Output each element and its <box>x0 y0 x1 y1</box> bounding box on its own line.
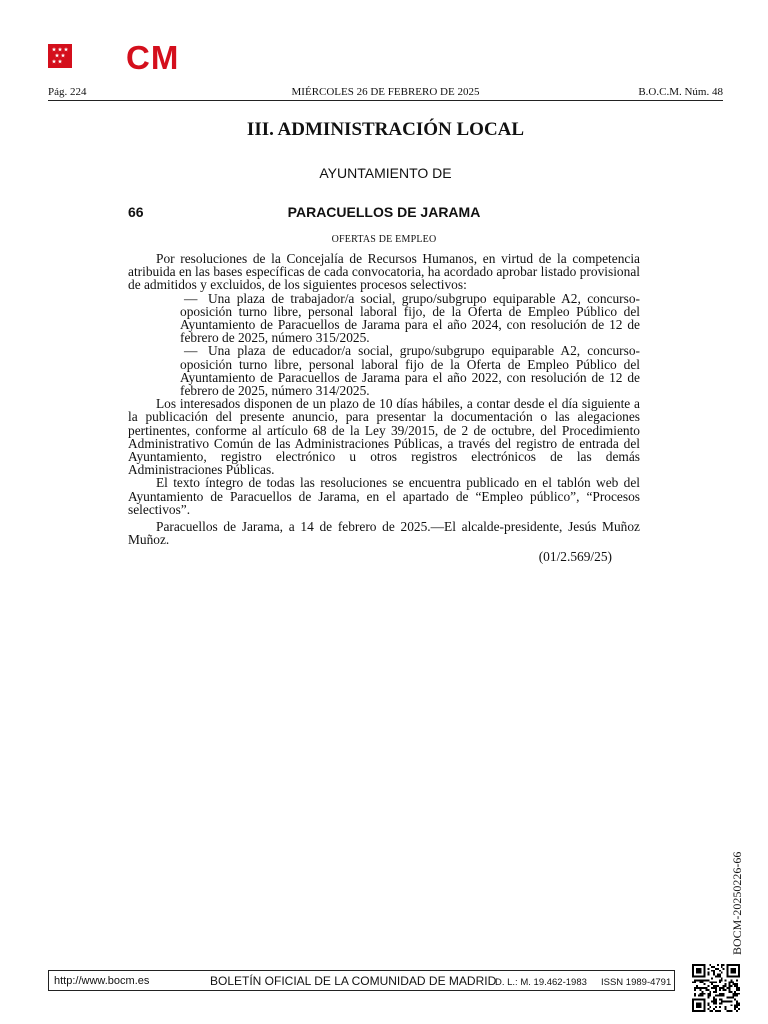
publication-paragraph: El texto íntegro de todas las resoluciones se encuentra publicado en el tablón web del Ayuntamiento de Paracuellos de Jarama, en el apartado de “Empleo público”, “Procesos selectivos”. <box>128 475 640 517</box>
document-id-vertical: BOCM-20250226-66 <box>730 851 744 955</box>
stars-flag-icon <box>48 44 72 68</box>
list-dash: — <box>184 343 198 359</box>
signature-paragraph: Paracuellos de Jarama, a 14 de febrero de 2025.—El alcalde-presidente, Jesús Muñoz Muñoz. <box>128 519 640 548</box>
deadline-paragraph: Los interesados disponen de un plazo de 10 días hábiles, a contar desde el día siguiente a la publicación del presente anuncio, para presentar la documentación o las alegaciones pertinentes, conforme al artículo 68 de la Ley 39/2015, de 2 de octubre, del Procedimiento Administrativo Común de las Administraciones Públicas, a través del registro de entrada del Ayuntamiento, registro electrónico u otros registros electrónicos de las demás Administraciones Públicas. <box>128 396 640 478</box>
intro-paragraph: Por resoluciones de la Concejalía de Recursos Humanos, en virtud de la competencia atribuida en las bases específicas de cada convocatoria, ha acordado aprobar listado provisional de admitidos y excluidos, de los siguientes procesos selectivos: <box>128 251 640 293</box>
list-item <box>128 292 640 345</box>
list-item-text: Una plaza de trabajador/a social, grupo/subgrupo equiparable A2, concurso-oposición turno libre, personal laboral fijo, de la Oferta de Empleo Público del Ayuntamiento de Paracuellos de Jarama para el año 2024, con resolución de 12 de febrero de 2025, número 315/2025. <box>180 290 640 346</box>
page-footer <box>48 970 675 991</box>
reference-code: (01/2.569/25) <box>538 549 612 565</box>
announcement-body <box>128 252 640 564</box>
page-number: Pág. 224 <box>48 86 87 98</box>
issn: ISSN 1989-4791 <box>601 977 672 988</box>
list-item <box>128 344 640 397</box>
organization-name: PARACUELLOS DE JARAMA <box>287 204 481 220</box>
entry-number: 66 <box>128 204 144 220</box>
footer-title: BOLETÍN OFICIAL DE LA COMUNIDAD DE MADRID <box>210 974 497 988</box>
brand-logo-text: CM <box>126 39 180 76</box>
footer-url-link[interactable]: http://www.bocm.es <box>54 975 150 987</box>
qr-code-icon[interactable] <box>692 964 740 1012</box>
publication-date: MIÉRCOLES 26 DE FEBRERO DE 2025 <box>291 86 480 98</box>
section-title: III. ADMINISTRACIÓN LOCAL <box>246 119 525 140</box>
subject-heading: OFERTAS DE EMPLEO <box>331 234 437 245</box>
header-divider <box>48 100 723 101</box>
bulletin-number: B.O.C.M. Núm. 48 <box>638 86 723 98</box>
list-item-text: Una plaza de educador/a social, grupo/subgrupo equiparable A2, concurso-oposición turno libre, personal laboral fijo de la Oferta de Empleo Público del Ayuntamiento de Paracuellos de Jarama para el año 2022, con resolución de 12 de febrero de 2025, número 314/2025. <box>180 343 640 399</box>
list-dash: — <box>184 290 198 306</box>
legal-deposit: D. L.: M. 19.462-1983 <box>495 977 587 988</box>
organization-type: AYUNTAMIENTO DE <box>319 165 452 181</box>
